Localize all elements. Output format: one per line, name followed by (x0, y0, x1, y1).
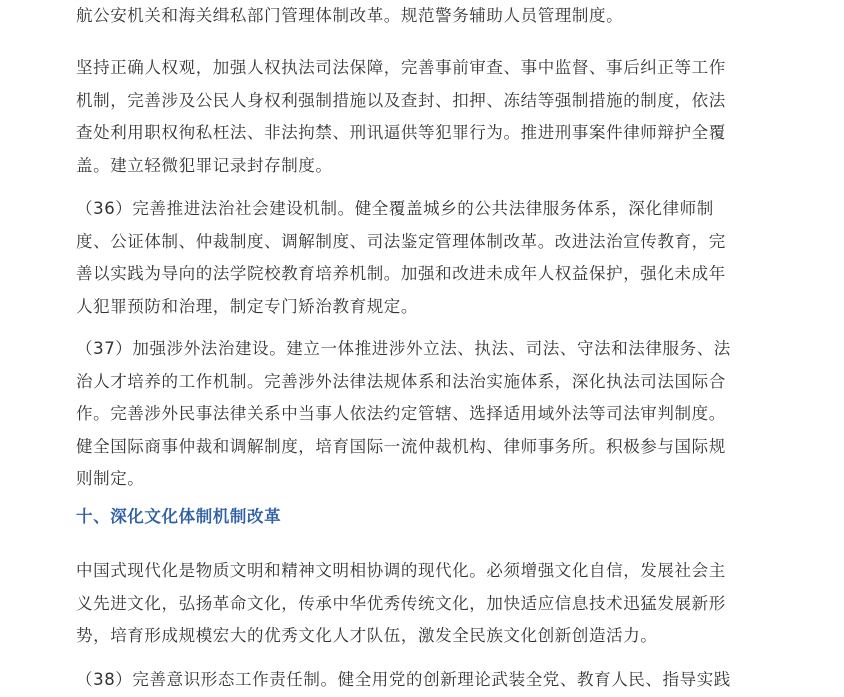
paragraph-item-38 (76, 664, 731, 697)
text-line: 航公安机关和海关缉私部门管理体制改革。规范警务辅助人员管理制度。 (76, 6, 624, 25)
text-line: 机制，完善涉及公民人身权利强制措施以及查封、扣押、冻结等强制措施的制度，依法 (76, 90, 726, 110)
paragraph-item-37 (76, 333, 731, 496)
text-line: 作。完善涉外民事法律关系中当事人依法约定管辖、选择适用域外法等司法审判制度。 (76, 404, 726, 423)
paragraph-culture-intro (76, 555, 726, 653)
text-line: 盖。建立轻微犯罪记录封存制度。 (76, 155, 333, 175)
text-line: 势，培育形成规模宏大的优秀文化人才队伍，激发全民族文化创新创造活力。 (76, 626, 658, 645)
text-line: 治人才培养的工作机制。完善涉外法律法规体系和法治实施体系，深化执法司法国际合 (76, 371, 726, 391)
paragraph-human-rights (76, 52, 726, 182)
text-line: 中国式现代化是物质文明和精神文明相协调的现代化。必须增强文化自信，发展社会主 (76, 561, 726, 580)
text-line: 度、公证体制、仲裁制度、调解制度、司法鉴定管理体制改革。改进法治宣传教育，完 (76, 231, 726, 251)
text-line: 查处利用职权徇私枉法、非法拘禁、刑讯逼供等犯罪行为。推进刑事案件律师辩护全覆 (76, 123, 726, 142)
paragraph-item-36 (76, 193, 726, 323)
text-line: （36）完善推进法治社会建设机制。健全覆盖城乡的公共法律服务体系，深化律师制 (76, 199, 714, 218)
paragraph-police-reform (76, 0, 623, 33)
text-line: 健全国际商事仲裁和调解制度，培育国际一流仲裁机构、律师事务所。积极参与国际规 (76, 436, 726, 456)
text-line: 善以实践为导向的法学院校教育培养机制。加强和改进未成年人权益保护，强化未成年 (76, 264, 726, 283)
text-line: 人犯罪预防和治理，制定专门矫治教育规定。 (76, 296, 418, 316)
text-line: 则制定。 (76, 469, 145, 488)
text-line: （37）加强涉外法治建设。建立一体推进涉外立法、执法、司法、守法和法律服务、法 (76, 339, 731, 358)
text-line: 义先进文化，弘扬革命文化，传承中华优秀传统文化，加快适应信息技术迅猛发展新形 (76, 593, 726, 613)
section-heading: 十、深化文化体制机制改革 (76, 507, 282, 526)
text-line: （38）完善意识形态工作责任制。健全用党的创新理论武装全党、教育人民、指导实践 (76, 670, 731, 689)
text-line: 坚持正确人权观，加强人权执法司法保障，完善事前审查、事中监督、事后纠正等工作 (76, 58, 726, 77)
